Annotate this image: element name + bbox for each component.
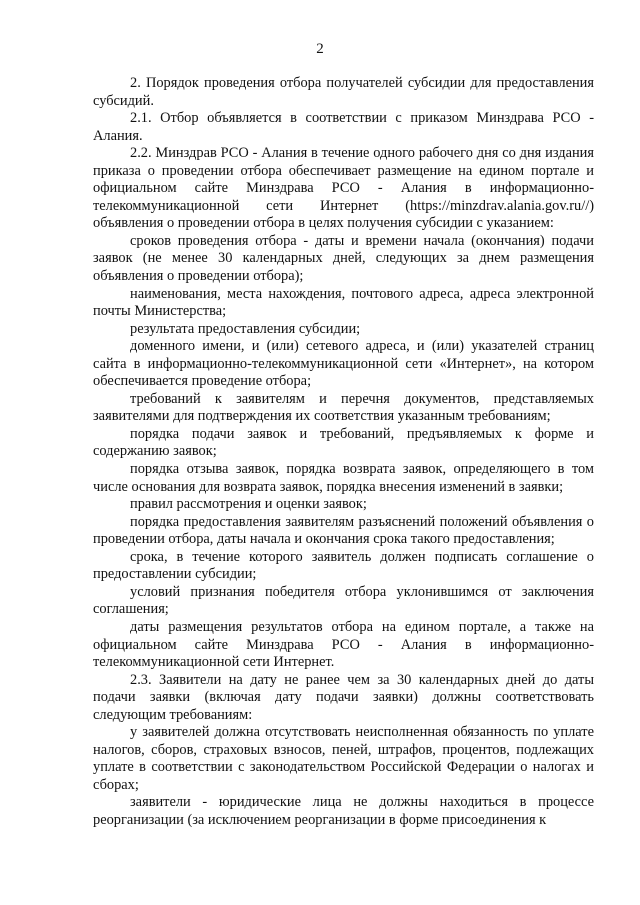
paragraph-2-2: 2.2. Минздрав РСО - Алания в течение одного рабочего дня со дня издания приказа о проведении отбора обеспечивает размещение на едином портале и официальном сайте Минздрава РСО - Алания в информационно-телекоммуникационной сети Интернет (https://minzdrav.alania.gov.ru//) объявления о проведении отбора в целях получения субсидии с указанием: [93, 145, 594, 232]
list-item-deadlines: сроков проведения отбора - даты и времени начала (окончания) подачи заявок (не менее 30 календарных дней, следующих за днем размещения объявления о проведении отбора); [93, 232, 594, 285]
page-number: 2 [316, 41, 324, 57]
paragraph-2-3: 2.3. Заявители на дату не ранее чем за 30 календарных дней до даты подачи заявки (включая дату подачи заявки) должны соответствовать следующим требованиям: [93, 671, 594, 723]
list-item-review-rules: правил рассмотрения и оценки заявок; [130, 496, 367, 513]
paragraph-section-2-heading: 2. Порядок проведения отбора получателей субсидии для предоставления субсидий. [93, 75, 594, 109]
list-item-submission-procedure: порядка подачи заявок и требований, предъявляемых к форме и содержанию заявок; [93, 425, 594, 460]
requirement-no-reorganization: заявители - юридические лица не должны находиться в процессе реорганизации (за исключением реорганизации в форме присоединения к [93, 794, 594, 828]
document-body [93, 75, 594, 830]
list-item-agreement-deadline: срока, в течение которого заявитель должен подписать соглашение о предоставлении субсидии; [93, 548, 594, 583]
list-item-results-publication: даты размещения результатов отбора на едином портале, а также на официальном сайте Минздрава РСО - Алания в информационно-телекоммуникационной сети Интернет. [93, 618, 594, 671]
list-item-domain-name: доменного имени, и (или) сетевого адреса, и (или) указателей страниц сайта в информационно-телекоммуникационной сети «Интернет», на котором обеспечивается проведение отбора; [93, 338, 594, 390]
list-item-subsidy-result: результата предоставления субсидии; [130, 320, 361, 337]
paragraph-2-1: 2.1. Отбор объявляется в соответствии с приказом Минздрава РСО - Алания. [93, 110, 594, 144]
list-item-ministry-address: наименования, места нахождения, почтового адреса, адреса электронной почты Министерства; [93, 285, 594, 320]
list-item-evasion-conditions: условий признания победителя отбора уклонившимся от заключения соглашения; [93, 583, 594, 618]
requirement-no-tax-debt: у заявителей должна отсутствовать неисполненная обязанность по уплате налогов, сборов, страховых взносов, пеней, штрафов, процентов, подлежащих уплате в соответствии с законодательством Российской Федерации о налогах и сборах; [93, 724, 594, 793]
list-item-applicant-requirements: требований к заявителям и перечня документов, представляемых заявителями для подтверждения их соответствия указанным требованиям; [93, 390, 594, 425]
list-item-withdrawal-procedure: порядка отзыва заявок, порядка возврата заявок, определяющего в том числе основания для возврата заявок, порядка внесения изменений в заявки; [93, 461, 594, 495]
list-item-clarifications: порядка предоставления заявителям разъяснений положений объявления о проведении отбора, даты начала и окончания срока такого предоставления; [93, 513, 594, 548]
